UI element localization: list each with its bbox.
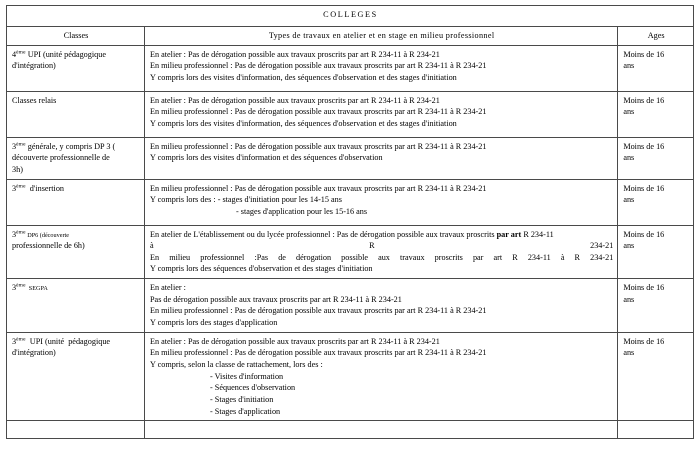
type-line: Y compris lors des visites d'information, des séquences d'observation et des stages d'initiation [150, 72, 457, 82]
type-line: à R 234-21 [150, 241, 614, 251]
type-line: En milieu professionnel : Pas de dérogation possible aux travaux proscrits par art R 234-11 à R 234-21 [150, 107, 487, 117]
colleges-table [6, 5, 694, 439]
cell-classes [7, 279, 145, 333]
cell-ages [618, 45, 694, 91]
cell-ages [618, 91, 694, 137]
table-row [7, 91, 694, 137]
class-label: SEGPA [25, 285, 48, 293]
table-row [7, 332, 694, 420]
type-line: En atelier de L'établissement ou du lycée professionnel : Pas de dérogation possible aux travaux proscrits par art R 234-11 [150, 229, 554, 239]
type-line: En milieu professionnel : Pas de dérogation possible aux travaux proscrits par art R 234-11 à R 234-21 [150, 306, 487, 316]
cell-types [145, 332, 618, 420]
type-line: Y compris lors des : - stages d'initiation pour les 14-15 ans [150, 195, 342, 205]
class-number: 3 [12, 283, 17, 293]
type-line: En atelier : [150, 283, 186, 293]
column-header-ages: Ages [618, 27, 694, 46]
cell-types [145, 279, 618, 333]
bold-fragment: par art [496, 229, 522, 239]
cell-ages [618, 279, 694, 333]
class-label: UPI (unité pédagogique [25, 49, 106, 59]
cell-classes [7, 137, 145, 179]
type-line: En atelier : Pas de dérogation possible aux travaux proscrits par art R 234-11 à R 234-21 [150, 49, 440, 59]
age-line: Moins de 16 [623, 183, 665, 193]
class-number: 3 [12, 141, 17, 151]
table-row [7, 179, 694, 225]
table-title-row [7, 6, 694, 27]
class-name-line2: découverte professionnelle de [12, 153, 110, 163]
class-name-line1 [12, 229, 140, 241]
class-label: d'insertion [25, 183, 65, 193]
class-name-line1 [12, 282, 140, 294]
class-name-line1: Classes relais [12, 95, 57, 105]
class-name-line3: 3h) [12, 164, 23, 174]
class-ordinal-suffix: ème [16, 182, 26, 189]
class-ordinal-suffix: ème [16, 48, 26, 55]
age-line: ans [623, 107, 635, 117]
cell-classes [7, 332, 145, 420]
class-label-small: DP6 (découverte [25, 231, 69, 239]
age-line: ans [623, 61, 635, 71]
cell-classes [7, 225, 145, 279]
class-number: 3 [12, 336, 17, 346]
type-line: - stages d'application pour les 15-16 ans [236, 206, 368, 216]
table-row [7, 45, 694, 91]
class-name-line1 [12, 49, 140, 61]
type-line: En atelier : Pas de dérogation possible aux travaux proscrits par art R 234-11 à R 234-21 [150, 336, 440, 346]
column-header-classes: Classes [7, 27, 145, 46]
class-name-line2: d'intégration) [12, 61, 56, 71]
class-name-line2: d'intégration) [12, 348, 56, 358]
age-line: ans [623, 153, 635, 163]
age-line: ans [623, 294, 635, 304]
table-row-empty [7, 421, 694, 439]
type-line: Y compris, selon la classe de rattachement, lors des : [150, 359, 323, 369]
cell-classes-empty [7, 421, 145, 439]
age-line: ans [623, 195, 635, 205]
class-ordinal-suffix: ème [16, 228, 26, 235]
cell-types [145, 225, 618, 279]
table-row [7, 137, 694, 179]
cell-classes [7, 179, 145, 225]
table-row [7, 225, 694, 279]
type-line: Pas de dérogation possible aux travaux proscrits par art R 234-11 à R 234-21 [150, 294, 402, 304]
class-label: générale, y compris DP 3 ( [25, 141, 116, 151]
cell-ages-empty [618, 421, 694, 439]
cell-classes [7, 45, 145, 91]
age-line: Moins de 16 [623, 95, 665, 105]
class-number: 3 [12, 229, 17, 239]
class-name-line1 [12, 183, 140, 195]
age-line: Moins de 16 [623, 141, 665, 151]
cell-types-empty [145, 421, 618, 439]
age-line: Moins de 16 [623, 229, 665, 239]
age-line: Moins de 16 [623, 283, 665, 293]
type-line: Y compris lors des visites d'information, des séquences d'observation et des stages d'initiation [150, 118, 457, 128]
type-line: - Visites d'information [210, 371, 284, 381]
cell-ages [618, 225, 694, 279]
type-line: En milieu professionnel :Pas de dérogation possible aux travaux proscrits par art R 234-11 à R 234-21 [150, 252, 614, 262]
document-page [0, 5, 700, 466]
class-number: 3 [12, 183, 17, 193]
age-line: ans [623, 348, 635, 358]
type-line: En milieu professionnel : Pas de dérogation possible aux travaux proscrits par art R 234-11 à R 234-21 [150, 141, 487, 151]
cell-classes [7, 91, 145, 137]
class-name-line1 [12, 141, 140, 153]
cell-types [145, 91, 618, 137]
cell-ages [618, 179, 694, 225]
cell-ages [618, 332, 694, 420]
cell-types [145, 45, 618, 91]
class-label: UPI (unité pédagogique [25, 336, 111, 346]
class-ordinal-suffix: ème [16, 140, 26, 147]
type-line: - Séquences d'observation [210, 383, 296, 393]
cell-types [145, 137, 618, 179]
type-line: - Stages d'initiation [210, 394, 274, 404]
table-row [7, 279, 694, 333]
table-header-row [7, 27, 694, 46]
type-line: - Stages d'application [210, 406, 281, 416]
class-number: 4 [12, 49, 17, 59]
class-ordinal-suffix: ème [16, 335, 26, 342]
type-line: En milieu professionnel : Pas de dérogation possible aux travaux proscrits par art R 234-11 à R 234-21 [150, 183, 487, 193]
cell-types [145, 179, 618, 225]
table-title: COLLEGES [7, 6, 694, 27]
cell-ages [618, 137, 694, 179]
type-line: En milieu professionnel : Pas de dérogation possible aux travaux proscrits par art R 234-11 à R 234-21 [150, 348, 487, 358]
type-line: Y compris lors des visites d'information et des séquences d'observation [150, 153, 383, 163]
type-line: En atelier : Pas de dérogation possible aux travaux proscrits par art R 234-11 à R 234-21 [150, 95, 440, 105]
type-line: En milieu professionnel : Pas de dérogation possible aux travaux proscrits par art R 234-11 à R 234-21 [150, 61, 487, 71]
class-ordinal-suffix: ème [16, 282, 26, 289]
type-line: Y compris lors des stages d'application [150, 318, 278, 328]
age-line: ans [623, 241, 635, 251]
type-line: Y compris lors des séquences d'observation et des stages d'initiation [150, 264, 373, 274]
class-name-line2: professionnelle de 6h) [12, 241, 85, 251]
class-name-line1 [12, 336, 140, 348]
column-header-types: Types de travaux en atelier et en stage en milieu professionnel [145, 27, 618, 46]
age-line: Moins de 16 [623, 336, 665, 346]
age-line: Moins de 16 [623, 49, 665, 59]
